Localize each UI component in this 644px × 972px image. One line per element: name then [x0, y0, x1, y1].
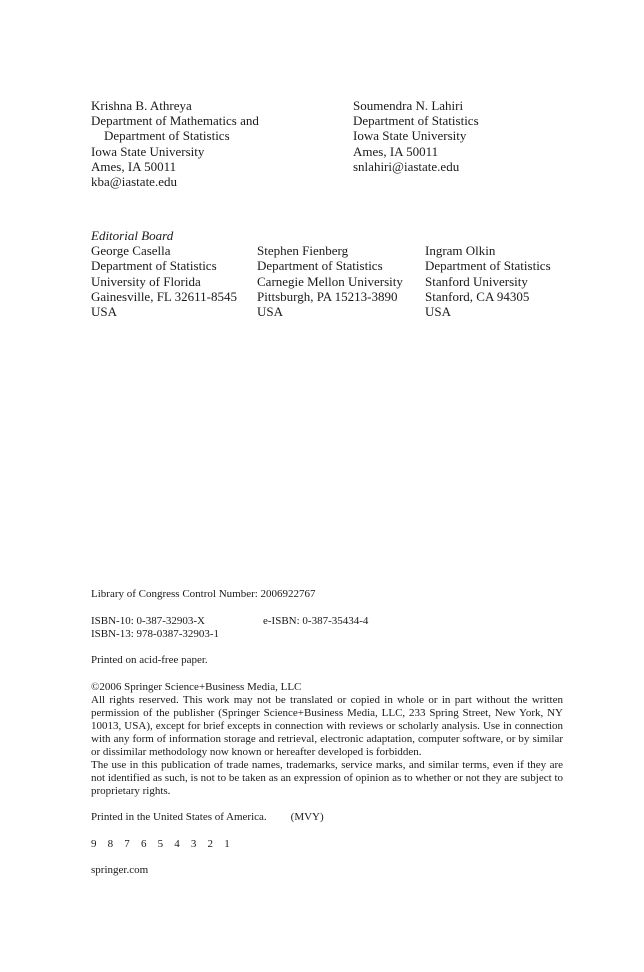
- member-department: Department of Statistics: [425, 258, 551, 274]
- member-country: USA: [425, 304, 452, 319]
- author-department: Department of Statistics: [353, 113, 479, 129]
- author-name: Krishna B. Athreya: [91, 98, 192, 113]
- member-name: George Casella: [91, 243, 171, 259]
- rights-reserved-text: All rights reserved. This work may not be translated or copied in whole or in part without the written permission of the publisher (Springer Science+Business Media, LLC, 233 Spring Street, New York, NY 10013, USA), except for brief excepts in connection with reviews or scholarly analysis. Use in connection with any form of information storage and retrieval, electronic adaptation, computer software, or by similar or dissimilar methodology now known or hereafter developed is forbidden.: [91, 693, 563, 758]
- author-university: Iowa State University: [91, 143, 205, 159]
- author-university: Iowa State University: [353, 128, 467, 144]
- member-department: Department of Statistics: [91, 258, 217, 274]
- author-lahiri: [353, 98, 479, 174]
- author-email: snlahiri@iastate.edu: [353, 158, 460, 174]
- author-email: kba@iastate.edu: [91, 174, 177, 190]
- member-name: Stephen Fienberg: [257, 243, 349, 259]
- isbn10-text: ISBN-10: 0-387-32903-X: [91, 614, 205, 627]
- editorial-board: [91, 228, 571, 319]
- printer-code: (MVY): [290, 811, 324, 823]
- copyright-block: [91, 681, 563, 798]
- author-name: Soumendra N. Lahiri: [353, 98, 464, 113]
- member-department: Department of Statistics: [257, 258, 383, 274]
- member-university: Carnegie Mellon University: [257, 273, 403, 289]
- print-line-numbers: 9 8 7 6 5 4 3 2 1: [91, 837, 234, 850]
- imprint-section: [91, 588, 563, 891]
- eisbn-text: e-ISBN: 0-387-35434-4: [263, 614, 369, 627]
- author-athreya: [91, 98, 259, 189]
- author-city: Ames, IA 50011: [91, 158, 177, 174]
- editorial-board-title: Editorial Board: [91, 228, 174, 243]
- printed-in-text: Printed in the United States of America.: [91, 811, 267, 823]
- board-member-fienberg: [257, 243, 403, 319]
- member-city: Pittsburgh, PA 15213-3890: [257, 288, 398, 304]
- lccn-text: Library of Congress Control Number: 2006922767: [91, 588, 316, 600]
- member-university: Stanford University: [425, 273, 528, 289]
- board-member-olkin: [425, 243, 551, 319]
- member-name: Ingram Olkin: [425, 243, 496, 259]
- member-university: University of Florida: [91, 273, 201, 289]
- isbn13-text: ISBN-13: 978-0387-32903-1: [91, 627, 220, 640]
- publisher-website: springer.com: [91, 864, 149, 876]
- member-country: USA: [91, 304, 118, 319]
- isbn-block: [91, 615, 563, 641]
- board-member-casella: [91, 243, 237, 319]
- trademark-notice-text: The use in this publication of trade names, trademarks, service marks, and similar terms, even if they are not identified as such, is not to be taken as an expression of opinion as to whether or not they are subject to proprietary rights.: [91, 758, 563, 797]
- acid-free-paper-text: Printed on acid-free paper.: [91, 654, 208, 666]
- author-department: Department of Mathematics and: [91, 113, 259, 129]
- copyright-line: ©2006 Springer Science+Business Media, LLC: [91, 680, 302, 693]
- member-country: USA: [257, 304, 284, 319]
- author-department: Department of Statistics: [104, 128, 230, 144]
- member-city: Stanford, CA 94305: [425, 288, 530, 304]
- printed-in-block: [91, 811, 563, 824]
- author-city: Ames, IA 50011: [353, 143, 439, 159]
- member-city: Gainesville, FL 32611-8545: [91, 288, 237, 304]
